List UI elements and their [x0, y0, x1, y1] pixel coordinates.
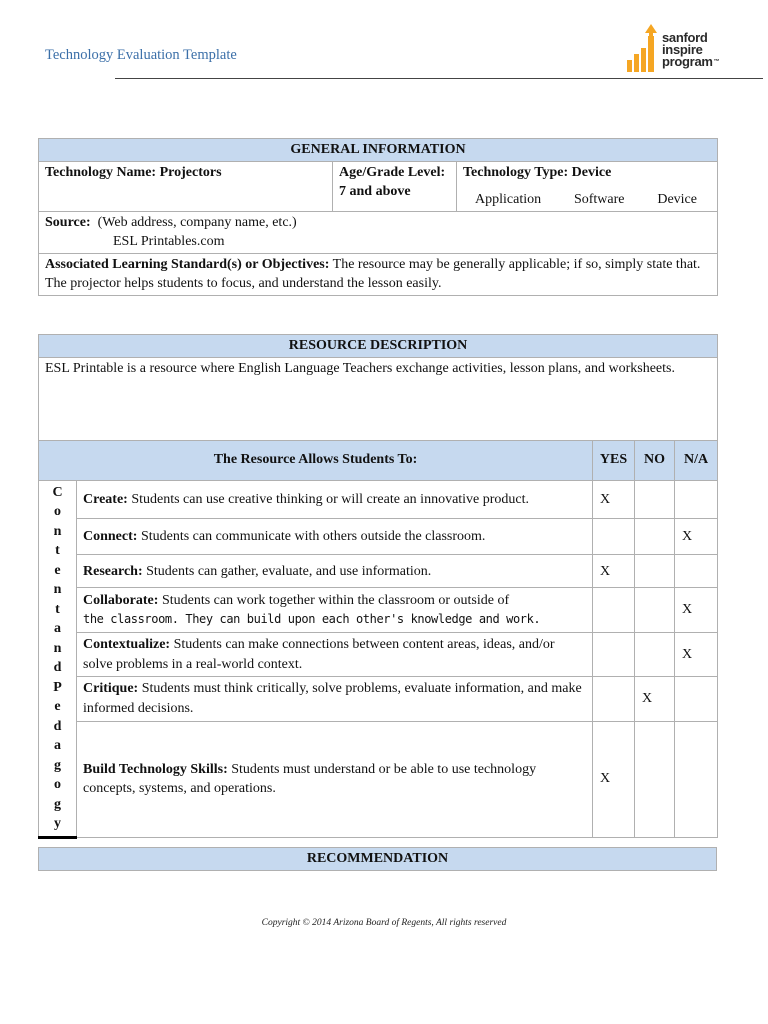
- copyright-notice: Copyright © 2014 Arizona Board of Regents, All rights reserved: [261, 918, 507, 928]
- side-label-letter: a: [54, 738, 61, 753]
- create-yes: X: [593, 480, 635, 519]
- side-label-letter: n: [53, 523, 62, 539]
- side-label-letter: a: [54, 621, 61, 636]
- column-yes: YES: [593, 440, 635, 480]
- side-label-letter: P: [53, 679, 62, 695]
- allows-heading: The Resource Allows Students To:: [39, 440, 593, 480]
- criterion-connect: Connect: Students can communicate with others outside the classroom.: [77, 519, 593, 555]
- general-information-heading: GENERAL INFORMATION: [39, 139, 718, 162]
- recommendation-table: [38, 847, 717, 871]
- side-label-letter: e: [54, 699, 61, 714]
- type-option-application: Application: [475, 192, 542, 207]
- standards-cell: [39, 253, 718, 295]
- collaborate-no: [635, 588, 675, 633]
- critique-na: [675, 677, 718, 721]
- build-technology-skills-na: [675, 721, 718, 837]
- build-technology-skills-no: [635, 721, 675, 837]
- criterion-critique: Critique: Students must think critically, solve problems, evaluate information, and make informed decisions.: [77, 677, 593, 721]
- age-grade-level: Age/Grade Level: 7 and above: [333, 161, 457, 211]
- content-and-pedagogy-label: [39, 480, 77, 837]
- logo-word-1: sanford: [662, 30, 708, 45]
- side-label-letter: y: [54, 816, 61, 831]
- contextualize-na: X: [675, 633, 718, 677]
- side-label-letter: n: [53, 582, 62, 597]
- connect-yes: [593, 519, 635, 555]
- side-label-letter: C: [52, 484, 63, 500]
- technology-type-options: [463, 190, 711, 210]
- side-label-letter: o: [54, 777, 61, 792]
- standards-value: The projector helps students to focus, and understand the lesson easily.: [45, 276, 442, 291]
- logo-bars-icon: [626, 24, 660, 74]
- technology-type: Technology Type: Device: [463, 164, 612, 180]
- build-technology-skills-yes: X: [593, 721, 635, 837]
- resource-description-heading: RESOURCE DESCRIPTION: [39, 335, 718, 358]
- research-no: [635, 555, 675, 588]
- collaborate-na: X: [675, 588, 718, 633]
- standards-hint: The resource may be generally applicable; if so, simply state that.: [332, 256, 701, 272]
- critique-no: X: [635, 677, 675, 721]
- type-option-device: Device: [657, 192, 697, 207]
- contextualize-yes: [593, 633, 635, 677]
- criterion-research: Research: Students can gather, evaluate, and use information.: [77, 555, 593, 588]
- research-yes: X: [593, 555, 635, 588]
- column-no: NO: [635, 440, 675, 480]
- connect-no: [635, 519, 675, 555]
- technology-name: Technology Name: Projectors: [39, 161, 333, 211]
- side-label-letter: g: [54, 796, 61, 812]
- side-label-letter: n: [53, 640, 62, 656]
- resource-description-text: ESL Printable is a resource where English Language Teachers exchange activities, lesson plans, and worksheets.: [39, 357, 718, 440]
- side-label-letter: t: [55, 543, 60, 558]
- side-label-letter: g: [54, 757, 61, 773]
- collaborate-yes: [593, 588, 635, 633]
- logo-word-3: program™: [662, 54, 720, 69]
- side-label-letter: d: [53, 718, 62, 734]
- side-label-letter: e: [54, 562, 61, 578]
- criterion-collaborate: Collaborate: Students can work together within the classroom or outside of the classroom. They can build upon each other's knowledge and work.: [77, 588, 593, 633]
- recommendation-heading: RECOMMENDATION: [39, 848, 717, 871]
- standards-label: Associated Learning Standard(s) or Objectives:: [45, 256, 330, 272]
- side-label-letter: t: [55, 601, 60, 617]
- research-na: [675, 555, 718, 588]
- criterion-build-technology-skills: Build Technology Skills: Students must understand or be able to use technology concepts, systems, and operations.: [77, 721, 593, 837]
- technology-type-cell: [457, 161, 718, 211]
- critique-yes: [593, 677, 635, 721]
- side-label-letter: d: [53, 660, 62, 675]
- side-label-letter: o: [54, 504, 61, 519]
- header-divider: [115, 78, 763, 79]
- criterion-contextualize: Contextualize: Students can make connections between content areas, ideas, and/or solve problems in a real-world context.: [77, 633, 593, 677]
- source-label: Source:: [45, 214, 91, 230]
- connect-na: X: [675, 519, 718, 555]
- contextualize-no: [635, 633, 675, 677]
- general-information-table: [38, 138, 718, 296]
- sanford-inspire-logo: [624, 24, 736, 74]
- source-value: ESL Printables.com: [113, 234, 225, 249]
- column-na: N/A: [675, 440, 718, 480]
- source-cell: [39, 211, 718, 253]
- criterion-create: Create: Students can use creative thinking or will create an innovative product.: [77, 480, 593, 519]
- resource-description-table: [38, 334, 718, 839]
- logo-word-2: inspire: [662, 42, 703, 57]
- type-option-software: Software: [573, 192, 625, 207]
- create-no: [635, 480, 675, 519]
- create-na: [675, 480, 718, 519]
- header-title: Technology Evaluation Template: [45, 47, 237, 63]
- source-hint: (Web address, company name, etc.): [97, 214, 297, 230]
